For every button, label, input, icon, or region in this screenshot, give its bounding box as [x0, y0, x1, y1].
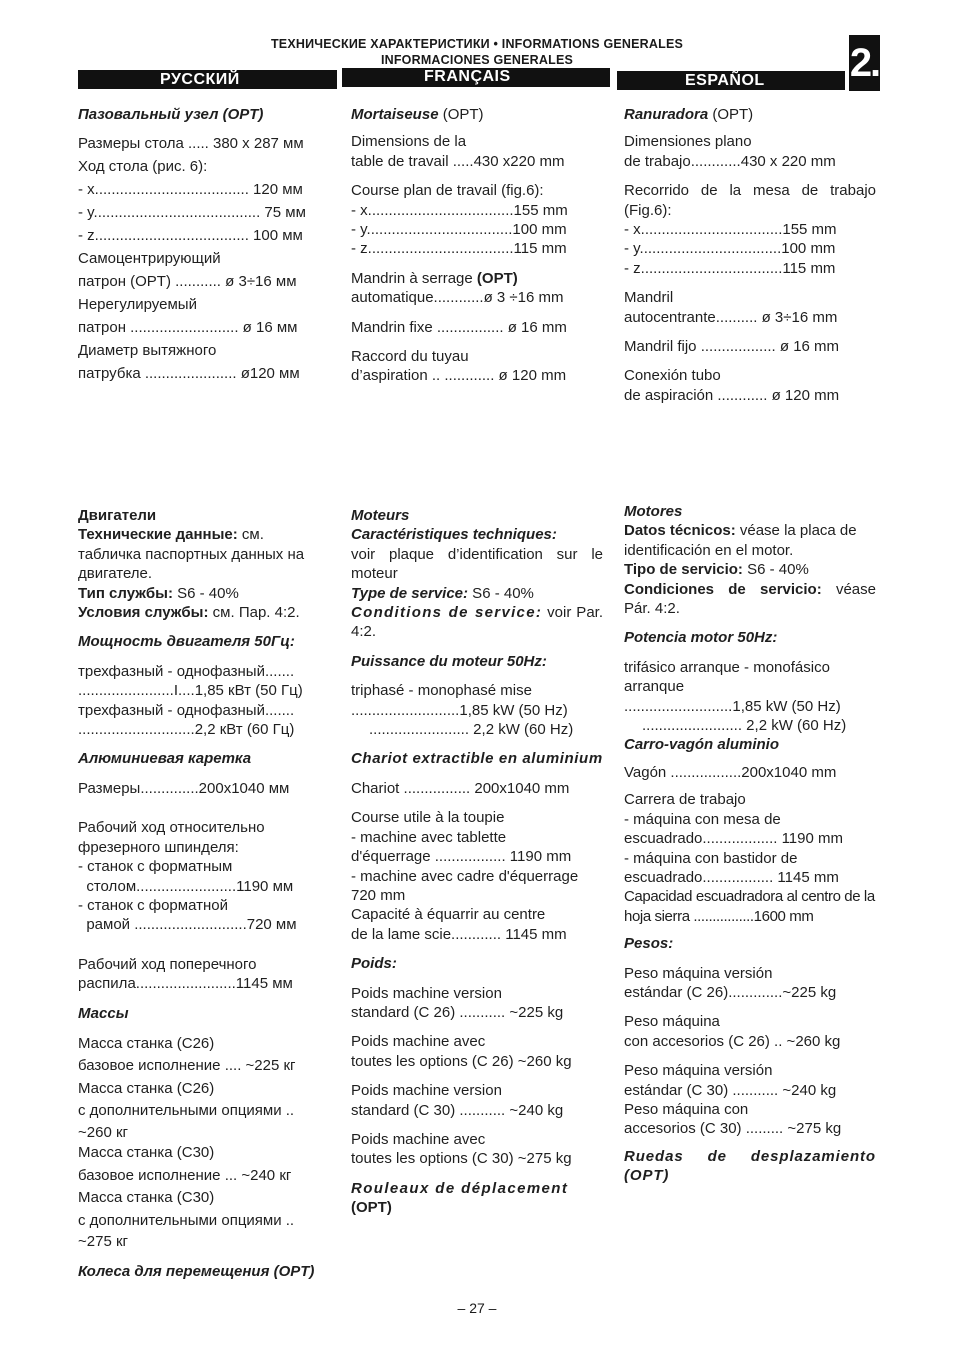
spec-line: - x...................................155 mm — [351, 201, 568, 219]
spec-line: базовое исполнение ... ~240 кг — [78, 1166, 292, 1184]
spec-line: ........................ 2,2 kW (60 Hz) — [369, 721, 574, 739]
spec-line: Capacité à équarrir au centre — [351, 906, 546, 924]
spec-line: рамой ...........................720 мм — [78, 916, 297, 934]
spec-line: standard (C 30) ........... ~240 kg — [351, 1101, 564, 1119]
spec-line: Рабочий ход поперечного — [78, 955, 257, 973]
spec-line: trifásico arranque - monofásico arranque — [624, 658, 830, 696]
spec-line: Самоцентрирующий — [78, 250, 221, 268]
spec-line: Conexión tubo — [624, 367, 721, 385]
spec-line: Рабочий ход относительно — [78, 819, 265, 837]
spec-line: - z..................................... 100 мм — [78, 227, 303, 245]
ru-service-type-label: Тип службы: — [78, 584, 173, 602]
fr-service-type-label: Type de service: — [351, 584, 469, 602]
spec-line: Poids machine avec — [351, 1130, 486, 1148]
header-title-line1: ТЕХНИЧЕСКИЕ ХАРАКТЕРИСТИКИ • INFORMATIONS GENERALES — [270, 37, 684, 51]
spec-line: распила........................1145 мм — [78, 975, 293, 993]
spec-line: de la lame scie............ 1145 mm — [351, 925, 567, 943]
spec-line: Mandrin fixe ................ ø 16 mm — [351, 318, 567, 336]
spec-line: Mandril — [624, 289, 674, 307]
spec-line: Масса станка (C30) — [78, 1189, 215, 1207]
spec-line: Chariot ................ 200x1040 mm — [351, 779, 570, 797]
spec-line: ..........................1,85 kW (50 Hz) — [351, 701, 568, 719]
spec-line: accesorios (C 30) ......... ~275 kg — [624, 1120, 842, 1138]
spec-line: Dimensiones plano — [624, 133, 752, 151]
section-heading: Carro-vagón aluminio — [624, 736, 780, 754]
spec-line: toutes les options (C 30) ~275 kg — [351, 1150, 572, 1168]
es-mortiser-title: Ranuradora — [624, 106, 709, 123]
spec-line: - y........................................ 75 мм — [78, 204, 306, 222]
spec-line: с дополнительными опциями .. — [78, 1211, 295, 1229]
spec-line — [78, 584, 323, 603]
section-heading: Алюминиевая каретка — [78, 750, 252, 768]
spec-line: Peso máquina con — [624, 1100, 749, 1118]
es-mortiser-block — [624, 105, 876, 405]
spec-line: Recorrido de la mesa de trabajo (Fig.6): — [624, 182, 876, 219]
es-tech-value: véase la placa de identificación en el motor. — [624, 522, 857, 559]
section-heading: Массы — [78, 1004, 129, 1022]
spec-line: .......................I....1,85 кВт (50 Гц) — [78, 682, 303, 700]
spec-line — [351, 269, 606, 288]
fr-chuck-opt: (OPT) — [476, 269, 518, 287]
header-title-line2: INFORMACIONES GENERALES — [380, 53, 574, 67]
section-heading: Колеса для перемещения (OPT) — [78, 1262, 315, 1280]
es-service-type-label: Tipo de servicio: — [624, 561, 743, 579]
spec-line: Масса станка (C26) — [78, 1079, 215, 1097]
spec-line: standard (C 26) ........... ~225 kg — [351, 1003, 564, 1021]
spec-line: Ход стола (рис. 6): — [78, 158, 208, 176]
spec-line: фрезерного шпинделя: — [78, 838, 239, 856]
section-heading: Rouleaux de déplacement — [351, 1179, 569, 1197]
spec-line: d'équerrage ................. 1190 mm — [351, 848, 572, 866]
lang-bar-es: ESPAÑOL — [617, 71, 845, 90]
spec-line — [351, 603, 603, 642]
spec-line: estándar (C 30) ........... ~240 kg — [624, 1081, 837, 1099]
fr-motors-heading: Moteurs — [351, 507, 410, 524]
spec-line: - máquina con mesa de — [624, 810, 781, 828]
spec-line: Poids machine version — [351, 1082, 502, 1100]
spec-line: con accesorios (C 26) .. ~260 kg — [624, 1032, 841, 1050]
spec-line: - станок с форматной — [78, 896, 228, 914]
es-mortiser-heading — [624, 105, 876, 124]
spec-line: ~275 кг — [78, 1233, 128, 1251]
spec-line: - machine avec cadre d'équerrage — [351, 867, 579, 885]
spec-line: voir plaque d’identification sur le moteur — [351, 545, 603, 583]
spec-line: трехфазный - однофазный....... — [78, 662, 295, 680]
spec-line: automatique............ø 3 ÷16 mm — [351, 289, 564, 307]
es-mortiser-opt: (OPT) — [708, 106, 754, 123]
spec-line: d’aspiration .. ............ ø 120 mm — [351, 367, 567, 385]
spec-line: triphasé - monophasé mise — [351, 682, 532, 700]
spec-line: Размеры..............200x1040 мм — [78, 779, 290, 797]
spec-line: Нерегулируемый — [78, 296, 197, 314]
fr-service-type-value: S6 - 40% — [468, 584, 534, 602]
fr-rollers-opt: (OPT) — [351, 1199, 392, 1217]
spec-line: table de travail .....430 x220 mm — [351, 152, 565, 170]
spec-line: escuadrado................. 1145 mm — [624, 868, 839, 886]
page-number: – 27 – — [457, 1300, 497, 1316]
fr-mortiser-block — [351, 105, 606, 386]
es-service-cond-value: véase Pár. 4:2. — [624, 580, 876, 618]
fr-motor-block — [351, 506, 603, 1218]
spec-line: Масса станка (C26) — [78, 1034, 215, 1052]
fr-chuck-label: Mandrin à serrage — [351, 269, 477, 287]
spec-line: с дополнительными опциями .. — [78, 1102, 295, 1120]
spec-line: escuadrado.................. 1190 mm — [624, 830, 843, 848]
spec-line: патрон .......................... ø 16 мм — [78, 319, 298, 337]
spec-line — [624, 580, 876, 619]
spec-line: столом........................1190 мм — [78, 877, 294, 895]
spec-line: Peso máquina versión — [624, 964, 773, 982]
section-heading: Pesos: — [624, 935, 674, 953]
ru-mortiser-block — [78, 105, 328, 385]
spec-line: - máquina con bastidor de — [624, 849, 798, 867]
ru-mortiser-heading: Пазовальный узел (OPT) — [78, 106, 264, 123]
spec-line: трехфазный - однофазный....... — [78, 701, 295, 719]
fr-mortiser-heading — [351, 105, 606, 124]
section-heading: Мощность двигателя 50Гц: — [78, 633, 295, 651]
spec-line: ........................ 2,2 kW (60 Hz) — [642, 717, 847, 735]
ru-service-type-value: S6 - 40% — [172, 584, 239, 602]
ru-tech-value: см. табличка паспортных данных на двигателе. — [78, 526, 305, 583]
spec-line: Poids machine avec — [351, 1033, 486, 1051]
spec-line: - x..................................155 mm — [624, 221, 837, 239]
spec-line: Масса станка (C30) — [78, 1144, 215, 1162]
spec-line: - machine avec tablette — [351, 828, 507, 846]
spec-line: Capacidad escuadradora al centro de la hoja sierra ................1600 mm — [624, 888, 875, 925]
spec-line: ..........................1,85 kW (50 Hz) — [624, 697, 841, 715]
spec-line — [624, 521, 876, 560]
spec-line — [351, 584, 603, 603]
fr-service-cond-value: voir Par. 4:2. — [351, 604, 603, 641]
spec-line: базовое исполнение .... ~225 кг — [78, 1057, 296, 1075]
spec-line — [624, 560, 876, 579]
spec-line: Диаметр вытяжного — [78, 342, 217, 360]
spec-line: de aspiración ............ ø 120 mm — [624, 386, 840, 404]
spec-line: - станок с форматным — [78, 858, 233, 876]
spec-line: Carrera de trabajo — [624, 791, 746, 809]
spec-line: Dimensions de la — [351, 133, 467, 151]
fr-tech-label: Caractéristiques techniques: — [351, 526, 557, 544]
es-motors-heading: Motores — [624, 503, 683, 520]
section-heading: Poids: — [351, 955, 397, 973]
spec-line: - z..................................115 mm — [624, 259, 836, 277]
lang-bar-ru: РУССКИЙ — [78, 70, 337, 89]
spec-line: autocentrante.......... ø 3÷16 mm — [624, 308, 838, 326]
spec-line: Course utile à la toupie — [351, 809, 505, 827]
es-tech-label: Datos técnicos: — [624, 522, 736, 540]
spec-line: estándar (C 26).............~225 kg — [624, 983, 837, 1001]
ru-service-cond-label: Условия службы: — [78, 604, 209, 622]
spec-line: de trabajo............430 x 220 mm — [624, 152, 836, 170]
spec-line: Raccord du tuyau — [351, 348, 469, 366]
spec-line: toutes les options (C 26) ~260 kg — [351, 1052, 572, 1070]
spec-line: Peso máquina versión — [624, 1062, 773, 1080]
spec-line: Course plan de travail (fig.6): — [351, 182, 544, 200]
spec-line: - y...................................100 mm — [351, 221, 567, 239]
spec-line — [78, 603, 323, 622]
lang-bar-fr: FRANÇAIS — [342, 68, 610, 87]
section-heading: Potencia motor 50Hz: — [624, 629, 778, 647]
ru-tech-label: Технические данные: — [78, 526, 238, 544]
spec-line: Mandril fijo .................. ø 16 mm — [624, 338, 840, 356]
spec-line: Vagón .................200x1040 mm — [624, 763, 837, 781]
spec-line: 720 mm — [351, 886, 406, 904]
section-heading: Chariot extractible en aluminium — [351, 750, 603, 768]
ru-motors-heading: Двигатели — [78, 507, 157, 524]
spec-line: ~260 кг — [78, 1123, 128, 1141]
spec-line: Poids machine version — [351, 984, 502, 1002]
fr-service-cond-label: Conditions de service: — [351, 604, 543, 622]
spec-line: патрубка ...................... ø120 мм — [78, 365, 300, 383]
ru-motor-block — [78, 506, 323, 1281]
fr-mortiser-title: Mortaiseuse — [351, 106, 439, 123]
ru-service-cond-value: см. Пар. 4:2. — [208, 604, 300, 622]
section-number: 2. — [849, 35, 880, 91]
section-heading: Ruedas de desplazamiento (OPT) — [624, 1147, 876, 1185]
es-service-type-value: S6 - 40% — [742, 561, 809, 579]
spec-line — [78, 525, 323, 583]
spec-line: ............................2,2 кВт (60 Гц) — [78, 721, 295, 739]
fr-mortiser-opt: (OPT) — [438, 106, 484, 123]
es-service-cond-label: Condiciones de servicio: — [624, 580, 822, 598]
es-motor-block — [624, 502, 876, 1186]
spec-line: Peso máquina — [624, 1013, 720, 1031]
spec-line: - z...................................115 mm — [351, 240, 567, 258]
spec-line: - x..................................... 120 мм — [78, 181, 303, 199]
spec-line: - y..................................100 mm — [624, 240, 836, 258]
spec-line: Размеры стола ..... 380 x 287 мм — [78, 135, 304, 153]
section-heading: Puissance du moteur 50Hz: — [351, 652, 547, 670]
spec-line: патрон (OPT) ........... ø 3÷16 мм — [78, 273, 297, 291]
